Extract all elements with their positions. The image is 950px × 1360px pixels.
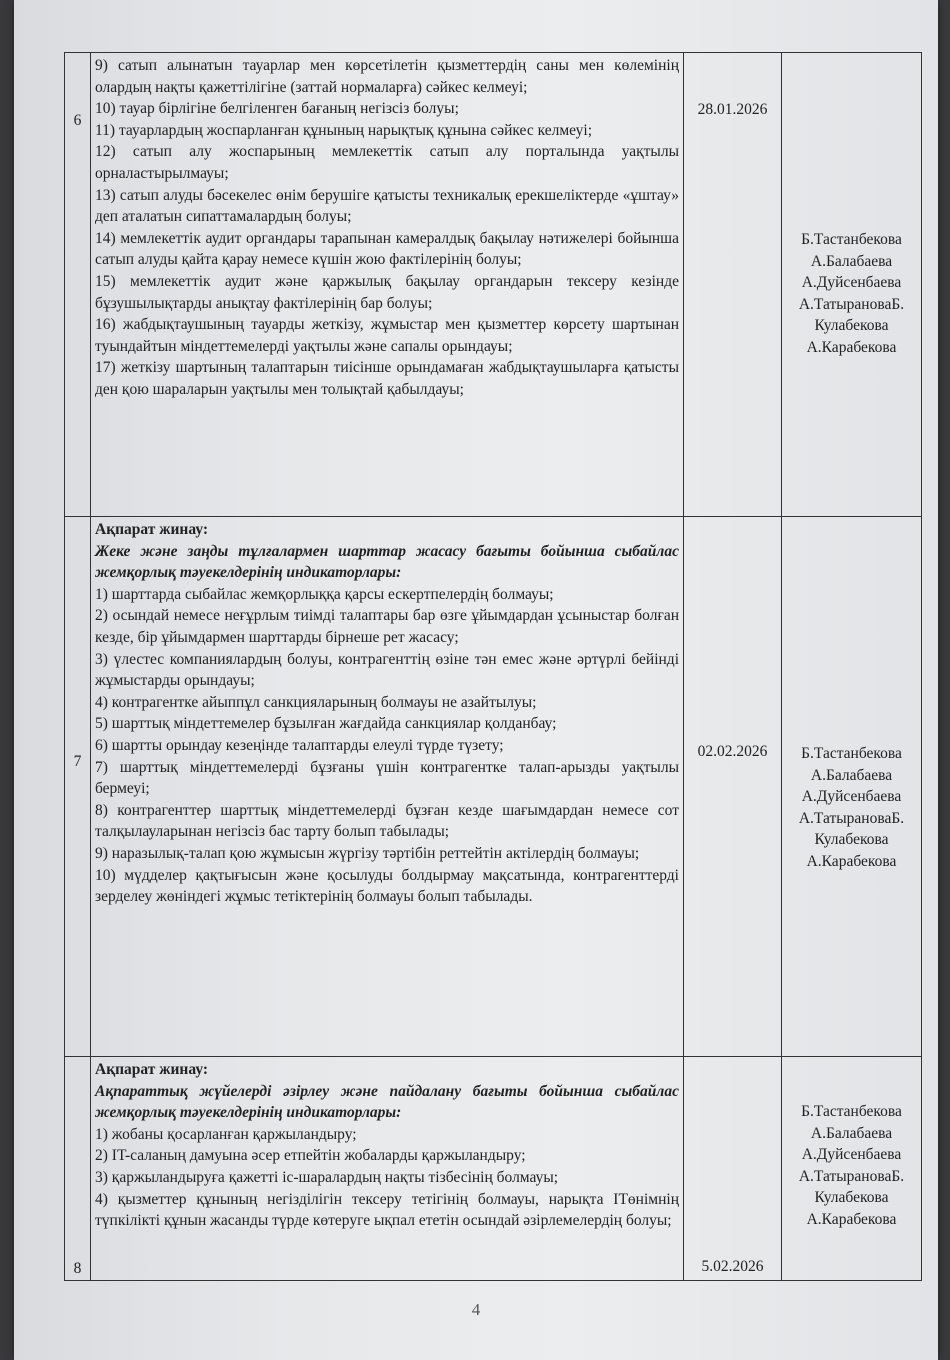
- list-item: 3) үлестес компаниялардың болуы, контрагенттің өзіне тән емес және әртүрлі бейінді жұмыстарды орындауы;: [95, 650, 679, 690]
- responsible-name: А.Балабаева: [810, 766, 893, 784]
- responsible-name: А.Балабаева: [810, 1124, 893, 1142]
- row-content: [91, 517, 684, 1057]
- section-heading: Ақпарат жинау:: [95, 1061, 209, 1078]
- list-item: 4) қызметтер құнының негізділігін тексеру тетігінің болмауы, нарықта ITөнімнің түпкілікті құнын жасанды түрде көтеруге ықпал ететін осындай әзірлемелердің болуы;: [95, 1190, 679, 1230]
- section-subheading: Ақпараттық жүйелерді әзірлеу және пайдалану бағыты бойынша сыбайлас жемқорлық тәуекелдерінің индикаторлары:: [95, 1082, 679, 1122]
- list-item: 7) шарттық міндеттемелерді бұзғаны үшін контрагентке талап-арызды уақтылы бермеуі;: [95, 758, 679, 798]
- responsible-name: А.Дуйсенбаева: [801, 788, 902, 806]
- table-row: [65, 53, 922, 517]
- list-item: 2) IT-саланың дамуына әсер етпейтін жобаларды қаржыландыру;: [95, 1147, 526, 1165]
- list-item: 15) мемлекеттік аудит және қаржылық бақылау органдарын тексеру кезінде бұзушылықтарды анықтау фактілерінің бар болуы;: [95, 272, 679, 312]
- list-item: 17) жеткізу шартының талаптарын тиісінше орындамаған жабдықтаушыларға қатысты ден қою шараларын уақтылы мен толықтай қабылдауы;: [95, 359, 679, 398]
- list-item: 5) шарттық міндеттемелер бұзылған жағдайда санкциялар қолданбау;: [95, 715, 557, 733]
- list-item: 16) жабдықтаушының тауарды жеткізу, жұмыстар мен қызметтер көрсету шартынан туындайтын міндеттемелерді уақтылы және сапалы орындауы;: [95, 316, 679, 355]
- responsible-name: А.ТатырановаБ.: [798, 1167, 905, 1185]
- row-number: 7: [65, 517, 91, 1057]
- responsible-name: Кулабекова: [814, 831, 889, 849]
- list-item: 10) тауар бірлігіне белгіленген бағаның негізсіз болуы;: [95, 100, 459, 118]
- plan-table: [64, 52, 922, 1281]
- list-item: 4) контрагентке айыппұл санкцияларының болмауы не азайтылуы;: [95, 693, 537, 711]
- section-heading: Ақпарат жинау:: [95, 521, 209, 538]
- list-item: 8) контрагенттер шарттық міндеттемелерді бұзған кезде шағымдардан немесе сот талқылауларынан негізсіз бас тарту болып табылады;: [95, 801, 679, 841]
- responsible-name: А.Дуйсенбаева: [801, 1146, 902, 1164]
- responsible-name: Б.Тастанбекова: [801, 231, 902, 248]
- responsible-name: Б.Тастанбекова: [801, 1103, 902, 1120]
- table-row: [65, 517, 922, 1057]
- deadline-date: 02.02.2026: [684, 517, 782, 1057]
- deadline-date: 5.02.2026: [684, 1057, 782, 1281]
- responsible-persons: [782, 53, 922, 517]
- responsible-name: Б.Тастанбекова: [801, 745, 902, 762]
- list-item: 14) мемлекеттік аудит органдары тарапынан камералдық бақылау нәтижелері бойынша сатып алуды қайта қарау немесе күшін жою фактілерінің болуы;: [95, 229, 679, 269]
- list-item: 10) мүдделер қақтығысын және қосылуды болдырмау мақсатында, контрагенттерді зерделеу жөніндегі жұмыс тетіктерінің болмауы болып табылады.: [95, 866, 679, 906]
- row-number: 8: [65, 1057, 91, 1281]
- responsible-name: А.Карабекова: [806, 338, 897, 356]
- responsible-name: А.ТатырановаБ.: [798, 809, 905, 827]
- list-item: 12) сатып алу жоспарының мемлекеттік сатып алу порталында уақтылы орналастырылмауы;: [95, 143, 679, 182]
- list-item: 13) сатып алуды бәсекелес өнім берушіге қатысты техникалық ерекшеліктерде «ұштау» деп аталатын сипаттамалардың болуы;: [95, 186, 679, 226]
- responsible-name: А.Дуйсенбаева: [801, 274, 902, 292]
- row-content: [91, 1057, 684, 1281]
- list-item: 2) осындай немесе неғұрлым тиімді талаптары бар өзге ұйымдардан ұсыныстар болған кезде, бір ұйымдармен шарттарды бірнеше рет жасасу;: [95, 607, 679, 646]
- responsible-persons: [782, 1057, 922, 1281]
- list-item: 1) жобаны қосарланған қаржыландыру;: [95, 1125, 357, 1143]
- list-item: 6) шартты орындау кезеңінде талаптарды елеулі түрде түзету;: [95, 736, 504, 754]
- responsible-name: Кулабекова: [814, 1189, 889, 1207]
- list-item: 9) наразылық-талап қою жұмысын жүргізу тәртібін реттейтін актілердің болмауы;: [95, 844, 640, 862]
- responsible-name: А.Карабекова: [806, 1210, 897, 1228]
- responsible-name: Кулабекова: [814, 317, 889, 335]
- list-item: 3) қаржыландыруға қажетті іс-шаралардың нақты тізбесінің болмауы;: [95, 1168, 559, 1186]
- responsible-name: А.Карабекова: [806, 852, 897, 870]
- row-content: [91, 53, 684, 517]
- table-row: [65, 1057, 922, 1281]
- list-item: 11) тауарлардың жоспарланған құнының нарықтық құнына сәйкес келмеуі;: [95, 121, 593, 139]
- responsible-name: А.Балабаева: [810, 252, 893, 270]
- list-item: 1) шарттарда сыбайлас жемқорлыққа қарсы ескертпелердің болмауы;: [95, 585, 554, 603]
- section-subheading: Жеке және заңды тұлғалармен шарттар жасасу бағыты бойынша сыбайлас жемқорлық тәуекелдерінің индикаторлары:: [95, 542, 679, 582]
- document-page: [14, 0, 938, 1360]
- responsible-persons: [782, 517, 922, 1057]
- deadline-date: 28.01.2026: [684, 53, 782, 517]
- list-item: 9) сатып алынатын тауарлар мен көрсетілетін қызметтердің саны мен көлемінің олардың нақты қажеттілігіне (заттай нормаларға) сәйкес келмеуі;: [95, 57, 679, 96]
- responsible-name: А.ТатырановаБ.: [798, 295, 905, 313]
- page-number: 4: [471, 1300, 481, 1319]
- row-number: 6: [65, 53, 91, 517]
